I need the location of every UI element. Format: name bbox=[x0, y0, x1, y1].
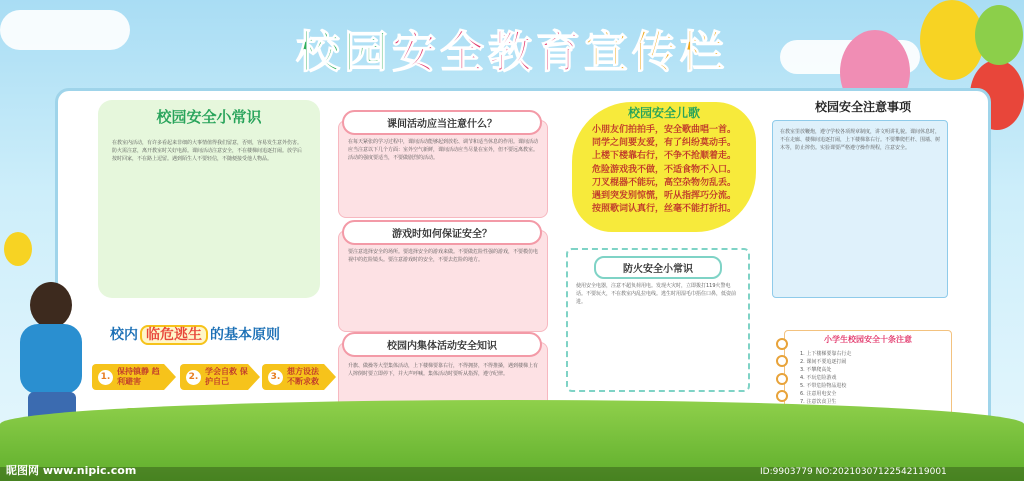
card-break-title: 课间活动应当注意什么？ bbox=[342, 110, 542, 135]
principle-text-1: 保持镇静 趋利避害 bbox=[117, 367, 160, 386]
poem-line: 上楼下楼靠右行，不争不抢顺着走。 bbox=[591, 151, 736, 162]
left-panel-body: 在教室内活动，有许多看起来非细的大事情值得我们留意，否则，容易发生意外伤害。防火需注意，离开教室时关好电源。课间活动注意安全，不在楼梯间追逐打闹。放学后按时回家，不在路上逗留。遇到陌生人不要轻信，不随便接受他人物品。 bbox=[112, 140, 303, 162]
card-game-title: 游戏时如何保证安全？ bbox=[342, 220, 542, 245]
principles-heading bbox=[110, 324, 330, 344]
card-break-body: 在每天紧张的学习过程中，课间活动能够起到放松、调节和适当休息的作用。课间活动应当注意以下几个方面：室外空气新鲜，课间活动应当尽量在室外，但不要远离教室。活动的强度要适当，不要做剧烈的活动。 bbox=[348, 139, 539, 161]
principle-arrow-1 bbox=[92, 364, 176, 390]
boy-balloon bbox=[4, 232, 32, 266]
ten-rule-item: 5. 不带危险物品进校 bbox=[800, 383, 847, 389]
card-game-body: 要注意选择安全的场所。要选择安全的游戏来做。不要做危险性强的游戏，不要模仿电视中的危险镜头。要注意游戏时的安全，不要去危险的地方。 bbox=[348, 249, 539, 263]
left-panel bbox=[98, 100, 320, 298]
ten-rule-item: 2. 课间不要追逐打闹 bbox=[800, 359, 847, 365]
principle-text-2: 学会自救 保护自己 bbox=[205, 367, 248, 386]
fire-safety-heading: 防火安全小常识 bbox=[594, 256, 722, 279]
right-panel-body: 在教室里放鞭炮，遵守学校各项规章制度，讲文明讲礼貌。课间休息时，不在走廊、楼梯间追逐打闹，上下楼梯靠右行。不要攀爬栏杆、围墙、树木等，防止摔伤。实验课要严格遵守操作规程，注意安全。 bbox=[780, 129, 941, 151]
poem-lines bbox=[572, 124, 756, 216]
ten-rule-item: 7. 注意饮食卫生 bbox=[800, 399, 837, 405]
poem-line: 危险游戏我不做，不适食物不入口。 bbox=[591, 164, 736, 175]
boy-body bbox=[20, 324, 82, 394]
principle-arrow-2 bbox=[180, 364, 260, 390]
card-group-title: 校园内集体活动安全知识 bbox=[342, 332, 542, 357]
title-part-3: 宣传栏 bbox=[584, 27, 728, 78]
ten-rule-item: 3. 不攀爬高处 bbox=[800, 367, 832, 373]
poem-line: 遇到突发别惊慌，听从指挥巧分流。 bbox=[591, 191, 736, 202]
principle-num-1: 1. bbox=[98, 370, 113, 385]
watermark-right: ID:9903779 NO:20210307122542119001 bbox=[760, 467, 947, 477]
principles-suffix: 的基本原则 bbox=[210, 327, 280, 343]
poem-line: 同学之间要友爱，有了纠纷莫动手。 bbox=[591, 138, 736, 149]
ten-rule-item: 6. 注意用电安全 bbox=[800, 391, 837, 397]
boy-head bbox=[30, 282, 72, 328]
title-part-1: 校园 bbox=[296, 27, 392, 78]
principle-num-3: 3. bbox=[268, 370, 283, 385]
poem-line: 小朋友们拍拍手，安全歌曲唱一首。 bbox=[591, 125, 736, 135]
right-panel-heading: 校园安全注意事项 bbox=[814, 100, 911, 114]
principles-prefix: 校内 bbox=[110, 327, 138, 343]
principles-highlight: 临危逃生 bbox=[140, 325, 208, 345]
principle-text-3: 想方设法 不断求救 bbox=[287, 367, 319, 386]
ten-rule-item: 1. 上下楼梯要靠右行走 bbox=[800, 351, 852, 357]
poem-line: 刀叉棍器不能玩，高空杂物勿乱丢。 bbox=[591, 177, 736, 188]
watermark-left: 昵图网 www.nipic.com bbox=[6, 464, 137, 477]
principle-arrow-3 bbox=[262, 364, 336, 390]
title-part-2: 安全教育 bbox=[392, 27, 584, 78]
page-title bbox=[0, 16, 1024, 80]
fire-safety-body: 使用安全电器，注意不超负荷用电。发现火灾时，立即拨打119火警电话。不要玩火，不在教室内乱拉电线。逃生时用湿毛巾捂住口鼻，低姿前进。 bbox=[576, 283, 737, 305]
left-panel-heading: 校园安全小常识 bbox=[156, 108, 262, 126]
card-break-activities bbox=[332, 110, 554, 216]
principle-num-2: 2. bbox=[186, 370, 201, 385]
ten-rules-heading: 小学生校园安全十条注意 bbox=[824, 335, 912, 344]
poem-heading: 校园安全儿歌 bbox=[627, 106, 700, 120]
ten-rule-item: 4. 不玩危险游戏 bbox=[800, 375, 837, 381]
card-group-body: 升旗、做操等大型集体活动，上下楼梯要靠右行，不得拥挤，不得推搡，遇到楼梯上有人摔倒时要立即停下，并大声呼喊。集体活动时要听从指挥，遵守纪律。 bbox=[348, 363, 539, 377]
poem-line: 按照歌词认真行，丝毫不能打折扣。 bbox=[591, 204, 736, 215]
